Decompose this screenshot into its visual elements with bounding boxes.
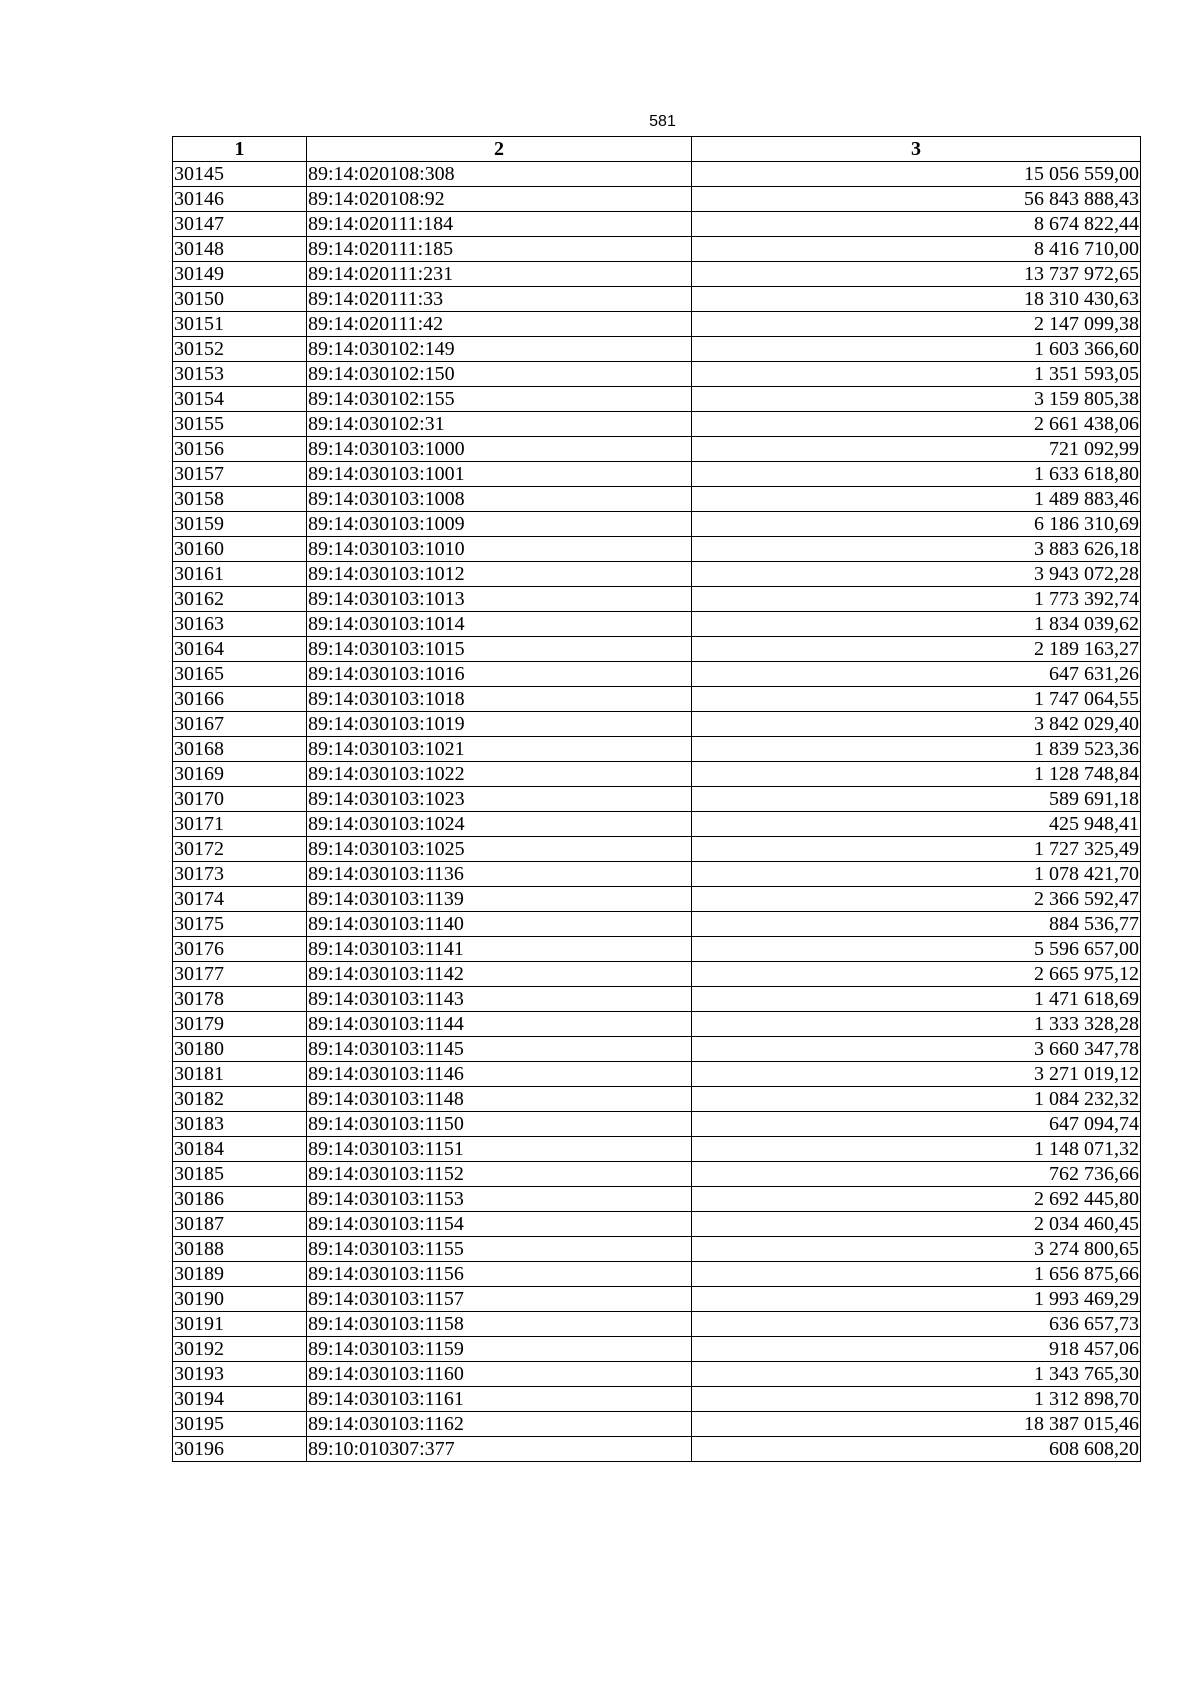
cadastral-value-cell: 3 159 805,38 <box>692 387 1141 412</box>
cadastral-number-cell: 89:14:030103:1016 <box>307 662 692 687</box>
table-header-row <box>173 137 1141 162</box>
row-number-cell: 30167 <box>173 712 307 737</box>
table-row <box>173 362 1141 387</box>
row-number-cell: 30187 <box>173 1212 307 1237</box>
cadastral-number-cell: 89:14:030103:1142 <box>307 962 692 987</box>
row-number-cell: 30181 <box>173 1062 307 1087</box>
cadastral-value-cell: 2 366 592,47 <box>692 887 1141 912</box>
table-row <box>173 887 1141 912</box>
cadastral-number-cell: 89:14:030103:1159 <box>307 1337 692 1362</box>
cadastral-number-cell: 89:14:030103:1145 <box>307 1037 692 1062</box>
cadastral-number-cell: 89:14:030103:1001 <box>307 462 692 487</box>
cadastral-number-cell: 89:14:030103:1141 <box>307 937 692 962</box>
cadastral-number-cell: 89:14:030103:1139 <box>307 887 692 912</box>
cadastral-value-cell: 1 128 748,84 <box>692 762 1141 787</box>
row-number-cell: 30196 <box>173 1437 307 1462</box>
table-row <box>173 1012 1141 1037</box>
table-row <box>173 637 1141 662</box>
table-row <box>173 437 1141 462</box>
table-row <box>173 937 1141 962</box>
table-row <box>173 612 1141 637</box>
table-row <box>173 1237 1141 1262</box>
cadastral-number-cell: 89:14:030103:1013 <box>307 587 692 612</box>
row-number-cell: 30182 <box>173 1087 307 1112</box>
cadastral-value-cell: 636 657,73 <box>692 1312 1141 1337</box>
cadastral-value-cell: 2 661 438,06 <box>692 412 1141 437</box>
cadastral-value-cell: 1 333 328,28 <box>692 1012 1141 1037</box>
cadastral-number-cell: 89:14:030103:1144 <box>307 1012 692 1037</box>
cadastral-value-cell: 721 092,99 <box>692 437 1141 462</box>
cadastral-number-cell: 89:14:030103:1024 <box>307 812 692 837</box>
table-row <box>173 1187 1141 1212</box>
table-row <box>173 462 1141 487</box>
cadastral-number-cell: 89:14:030103:1154 <box>307 1212 692 1237</box>
cadastral-number-cell: 89:14:030103:1157 <box>307 1287 692 1312</box>
cadastral-value-cell: 13 737 972,65 <box>692 262 1141 287</box>
table-row <box>173 237 1141 262</box>
row-number-cell: 30164 <box>173 637 307 662</box>
cadastral-number-cell: 89:14:030103:1008 <box>307 487 692 512</box>
row-number-cell: 30192 <box>173 1337 307 1362</box>
table-row <box>173 1387 1141 1412</box>
row-number-cell: 30145 <box>173 162 307 187</box>
row-number-cell: 30173 <box>173 862 307 887</box>
cadastral-number-cell: 89:14:020111:184 <box>307 212 692 237</box>
row-number-cell: 30169 <box>173 762 307 787</box>
row-number-cell: 30191 <box>173 1312 307 1337</box>
row-number-cell: 30171 <box>173 812 307 837</box>
cadastral-value-cell: 56 843 888,43 <box>692 187 1141 212</box>
table-row <box>173 687 1141 712</box>
row-number-cell: 30179 <box>173 1012 307 1037</box>
cadastral-number-cell: 89:14:030103:1150 <box>307 1112 692 1137</box>
table-row <box>173 962 1141 987</box>
row-number-cell: 30186 <box>173 1187 307 1212</box>
cadastral-value-cell: 1 773 392,74 <box>692 587 1141 612</box>
row-number-cell: 30153 <box>173 362 307 387</box>
cadastral-value-cell: 1 727 325,49 <box>692 837 1141 862</box>
cadastral-value-cell: 589 691,18 <box>692 787 1141 812</box>
table-row <box>173 262 1141 287</box>
cadastral-number-cell: 89:14:030103:1146 <box>307 1062 692 1087</box>
table-row <box>173 1312 1141 1337</box>
column-header-number: 1 <box>173 137 307 162</box>
row-number-cell: 30148 <box>173 237 307 262</box>
cadastral-number-cell: 89:14:030102:150 <box>307 362 692 387</box>
table-row <box>173 1362 1141 1387</box>
cadastral-value-cell: 1 633 618,80 <box>692 462 1141 487</box>
row-number-cell: 30172 <box>173 837 307 862</box>
table-row <box>173 762 1141 787</box>
table-row <box>173 1112 1141 1137</box>
cadastral-number-cell: 89:14:030103:1010 <box>307 537 692 562</box>
row-number-cell: 30174 <box>173 887 307 912</box>
table-row <box>173 1137 1141 1162</box>
table-row <box>173 1412 1141 1437</box>
cadastral-value-cell: 762 736,66 <box>692 1162 1141 1187</box>
cadastral-number-cell: 89:14:020108:308 <box>307 162 692 187</box>
row-number-cell: 30159 <box>173 512 307 537</box>
column-header-cadastral-number: 2 <box>307 137 692 162</box>
row-number-cell: 30165 <box>173 662 307 687</box>
cadastral-number-cell: 89:14:030103:1143 <box>307 987 692 1012</box>
cadastral-value-table <box>172 136 1141 1462</box>
table-row <box>173 787 1141 812</box>
cadastral-value-cell: 918 457,06 <box>692 1337 1141 1362</box>
row-number-cell: 30156 <box>173 437 307 462</box>
row-number-cell: 30150 <box>173 287 307 312</box>
cadastral-value-cell: 3 943 072,28 <box>692 562 1141 587</box>
cadastral-number-cell: 89:14:030103:1022 <box>307 762 692 787</box>
cadastral-value-cell: 2 665 975,12 <box>692 962 1141 987</box>
cadastral-value-cell: 1 084 232,32 <box>692 1087 1141 1112</box>
table-row <box>173 1037 1141 1062</box>
table-row <box>173 1162 1141 1187</box>
table-row <box>173 187 1141 212</box>
table-body <box>173 162 1141 1462</box>
row-number-cell: 30189 <box>173 1262 307 1287</box>
cadastral-value-cell: 3 274 800,65 <box>692 1237 1141 1262</box>
cadastral-value-cell: 884 536,77 <box>692 912 1141 937</box>
row-number-cell: 30180 <box>173 1037 307 1062</box>
row-number-cell: 30152 <box>173 337 307 362</box>
row-number-cell: 30160 <box>173 537 307 562</box>
table-row <box>173 1062 1141 1087</box>
cadastral-value-cell: 8 416 710,00 <box>692 237 1141 262</box>
cadastral-value-cell: 8 674 822,44 <box>692 212 1141 237</box>
cadastral-number-cell: 89:14:030103:1156 <box>307 1262 692 1287</box>
cadastral-number-cell: 89:14:030102:155 <box>307 387 692 412</box>
cadastral-value-cell: 1 993 469,29 <box>692 1287 1141 1312</box>
row-number-cell: 30193 <box>173 1362 307 1387</box>
cadastral-number-cell: 89:14:030103:1158 <box>307 1312 692 1337</box>
row-number-cell: 30176 <box>173 937 307 962</box>
cadastral-value-cell: 1 656 875,66 <box>692 1262 1141 1287</box>
table-row <box>173 487 1141 512</box>
cadastral-number-cell: 89:14:030103:1155 <box>307 1237 692 1262</box>
row-number-cell: 30162 <box>173 587 307 612</box>
cadastral-number-cell: 89:14:030103:1160 <box>307 1362 692 1387</box>
cadastral-value-cell: 3 271 019,12 <box>692 1062 1141 1087</box>
row-number-cell: 30194 <box>173 1387 307 1412</box>
table-row <box>173 912 1141 937</box>
cadastral-value-cell: 3 883 626,18 <box>692 537 1141 562</box>
cadastral-value-cell: 1 148 071,32 <box>692 1137 1141 1162</box>
cadastral-number-cell: 89:14:030103:1009 <box>307 512 692 537</box>
row-number-cell: 30188 <box>173 1237 307 1262</box>
row-number-cell: 30151 <box>173 312 307 337</box>
column-header-cadastral-value: 3 <box>692 137 1141 162</box>
row-number-cell: 30184 <box>173 1137 307 1162</box>
cadastral-value-cell: 1 834 039,62 <box>692 612 1141 637</box>
row-number-cell: 30161 <box>173 562 307 587</box>
row-number-cell: 30168 <box>173 737 307 762</box>
row-number-cell: 30149 <box>173 262 307 287</box>
cadastral-value-cell: 2 147 099,38 <box>692 312 1141 337</box>
cadastral-value-cell: 3 842 029,40 <box>692 712 1141 737</box>
table-row <box>173 512 1141 537</box>
table-row <box>173 862 1141 887</box>
cadastral-number-cell: 89:14:020111:185 <box>307 237 692 262</box>
cadastral-number-cell: 89:14:030103:1012 <box>307 562 692 587</box>
cadastral-number-cell: 89:14:030103:1153 <box>307 1187 692 1212</box>
table-row <box>173 837 1141 862</box>
cadastral-number-cell: 89:14:030103:1021 <box>307 737 692 762</box>
cadastral-value-cell: 1 489 883,46 <box>692 487 1141 512</box>
table-row <box>173 812 1141 837</box>
cadastral-number-cell: 89:14:030103:1014 <box>307 612 692 637</box>
cadastral-number-cell: 89:14:030103:1151 <box>307 1137 692 1162</box>
row-number-cell: 30177 <box>173 962 307 987</box>
cadastral-number-cell: 89:14:030103:1148 <box>307 1087 692 1112</box>
table-row <box>173 1087 1141 1112</box>
cadastral-value-cell: 2 189 163,27 <box>692 637 1141 662</box>
row-number-cell: 30175 <box>173 912 307 937</box>
row-number-cell: 30195 <box>173 1412 307 1437</box>
cadastral-value-cell: 647 631,26 <box>692 662 1141 687</box>
cadastral-value-cell: 18 387 015,46 <box>692 1412 1141 1437</box>
page-number: 581 <box>649 113 676 130</box>
cadastral-value-cell: 6 186 310,69 <box>692 512 1141 537</box>
cadastral-number-cell: 89:14:030103:1023 <box>307 787 692 812</box>
cadastral-value-cell: 1 603 366,60 <box>692 337 1141 362</box>
table-row <box>173 1262 1141 1287</box>
table-row <box>173 337 1141 362</box>
table-row <box>173 287 1141 312</box>
row-number-cell: 30178 <box>173 987 307 1012</box>
cadastral-value-cell: 1 747 064,55 <box>692 687 1141 712</box>
cadastral-number-cell: 89:14:030102:31 <box>307 412 692 437</box>
cadastral-number-cell: 89:14:030103:1025 <box>307 837 692 862</box>
row-number-cell: 30154 <box>173 387 307 412</box>
cadastral-value-cell: 5 596 657,00 <box>692 937 1141 962</box>
table-row <box>173 1337 1141 1362</box>
cadastral-number-cell: 89:14:030103:1162 <box>307 1412 692 1437</box>
cadastral-value-cell: 608 608,20 <box>692 1437 1141 1462</box>
cadastral-value-cell: 15 056 559,00 <box>692 162 1141 187</box>
table-row <box>173 537 1141 562</box>
table-row <box>173 1287 1141 1312</box>
table-row <box>173 587 1141 612</box>
table-row <box>173 987 1141 1012</box>
table-row <box>173 737 1141 762</box>
table-row <box>173 1437 1141 1462</box>
cadastral-value-cell: 1 351 593,05 <box>692 362 1141 387</box>
cadastral-number-cell: 89:14:030103:1015 <box>307 637 692 662</box>
cadastral-value-cell: 1 343 765,30 <box>692 1362 1141 1387</box>
cadastral-number-cell: 89:14:020111:231 <box>307 262 692 287</box>
cadastral-value-cell: 18 310 430,63 <box>692 287 1141 312</box>
cadastral-number-cell: 89:14:020108:92 <box>307 187 692 212</box>
cadastral-number-cell: 89:14:030103:1152 <box>307 1162 692 1187</box>
row-number-cell: 30190 <box>173 1287 307 1312</box>
cadastral-value-cell: 3 660 347,78 <box>692 1037 1141 1062</box>
row-number-cell: 30170 <box>173 787 307 812</box>
table-row <box>173 712 1141 737</box>
cadastral-value-cell: 1 312 898,70 <box>692 1387 1141 1412</box>
row-number-cell: 30157 <box>173 462 307 487</box>
table-row <box>173 162 1141 187</box>
row-number-cell: 30166 <box>173 687 307 712</box>
cadastral-value-cell: 1 471 618,69 <box>692 987 1141 1012</box>
cadastral-number-cell: 89:14:020111:42 <box>307 312 692 337</box>
table-row <box>173 662 1141 687</box>
row-number-cell: 30155 <box>173 412 307 437</box>
table-row <box>173 1212 1141 1237</box>
cadastral-number-cell: 89:10:010307:377 <box>307 1437 692 1462</box>
cadastral-value-cell: 647 094,74 <box>692 1112 1141 1137</box>
cadastral-value-cell: 425 948,41 <box>692 812 1141 837</box>
table-row <box>173 562 1141 587</box>
cadastral-value-cell: 2 692 445,80 <box>692 1187 1141 1212</box>
cadastral-number-cell: 89:14:030103:1018 <box>307 687 692 712</box>
cadastral-number-cell: 89:14:030103:1019 <box>307 712 692 737</box>
table-row <box>173 312 1141 337</box>
row-number-cell: 30183 <box>173 1112 307 1137</box>
row-number-cell: 30158 <box>173 487 307 512</box>
table-row <box>173 212 1141 237</box>
cadastral-number-cell: 89:14:020111:33 <box>307 287 692 312</box>
table-row <box>173 412 1141 437</box>
cadastral-number-cell: 89:14:030103:1000 <box>307 437 692 462</box>
cadastral-number-cell: 89:14:030103:1136 <box>307 862 692 887</box>
table-row <box>173 387 1141 412</box>
cadastral-value-cell: 1 078 421,70 <box>692 862 1141 887</box>
cadastral-number-cell: 89:14:030103:1161 <box>307 1387 692 1412</box>
row-number-cell: 30147 <box>173 212 307 237</box>
cadastral-number-cell: 89:14:030103:1140 <box>307 912 692 937</box>
cadastral-value-cell: 2 034 460,45 <box>692 1212 1141 1237</box>
row-number-cell: 30185 <box>173 1162 307 1187</box>
cadastral-value-cell: 1 839 523,36 <box>692 737 1141 762</box>
cadastral-number-cell: 89:14:030102:149 <box>307 337 692 362</box>
row-number-cell: 30163 <box>173 612 307 637</box>
row-number-cell: 30146 <box>173 187 307 212</box>
